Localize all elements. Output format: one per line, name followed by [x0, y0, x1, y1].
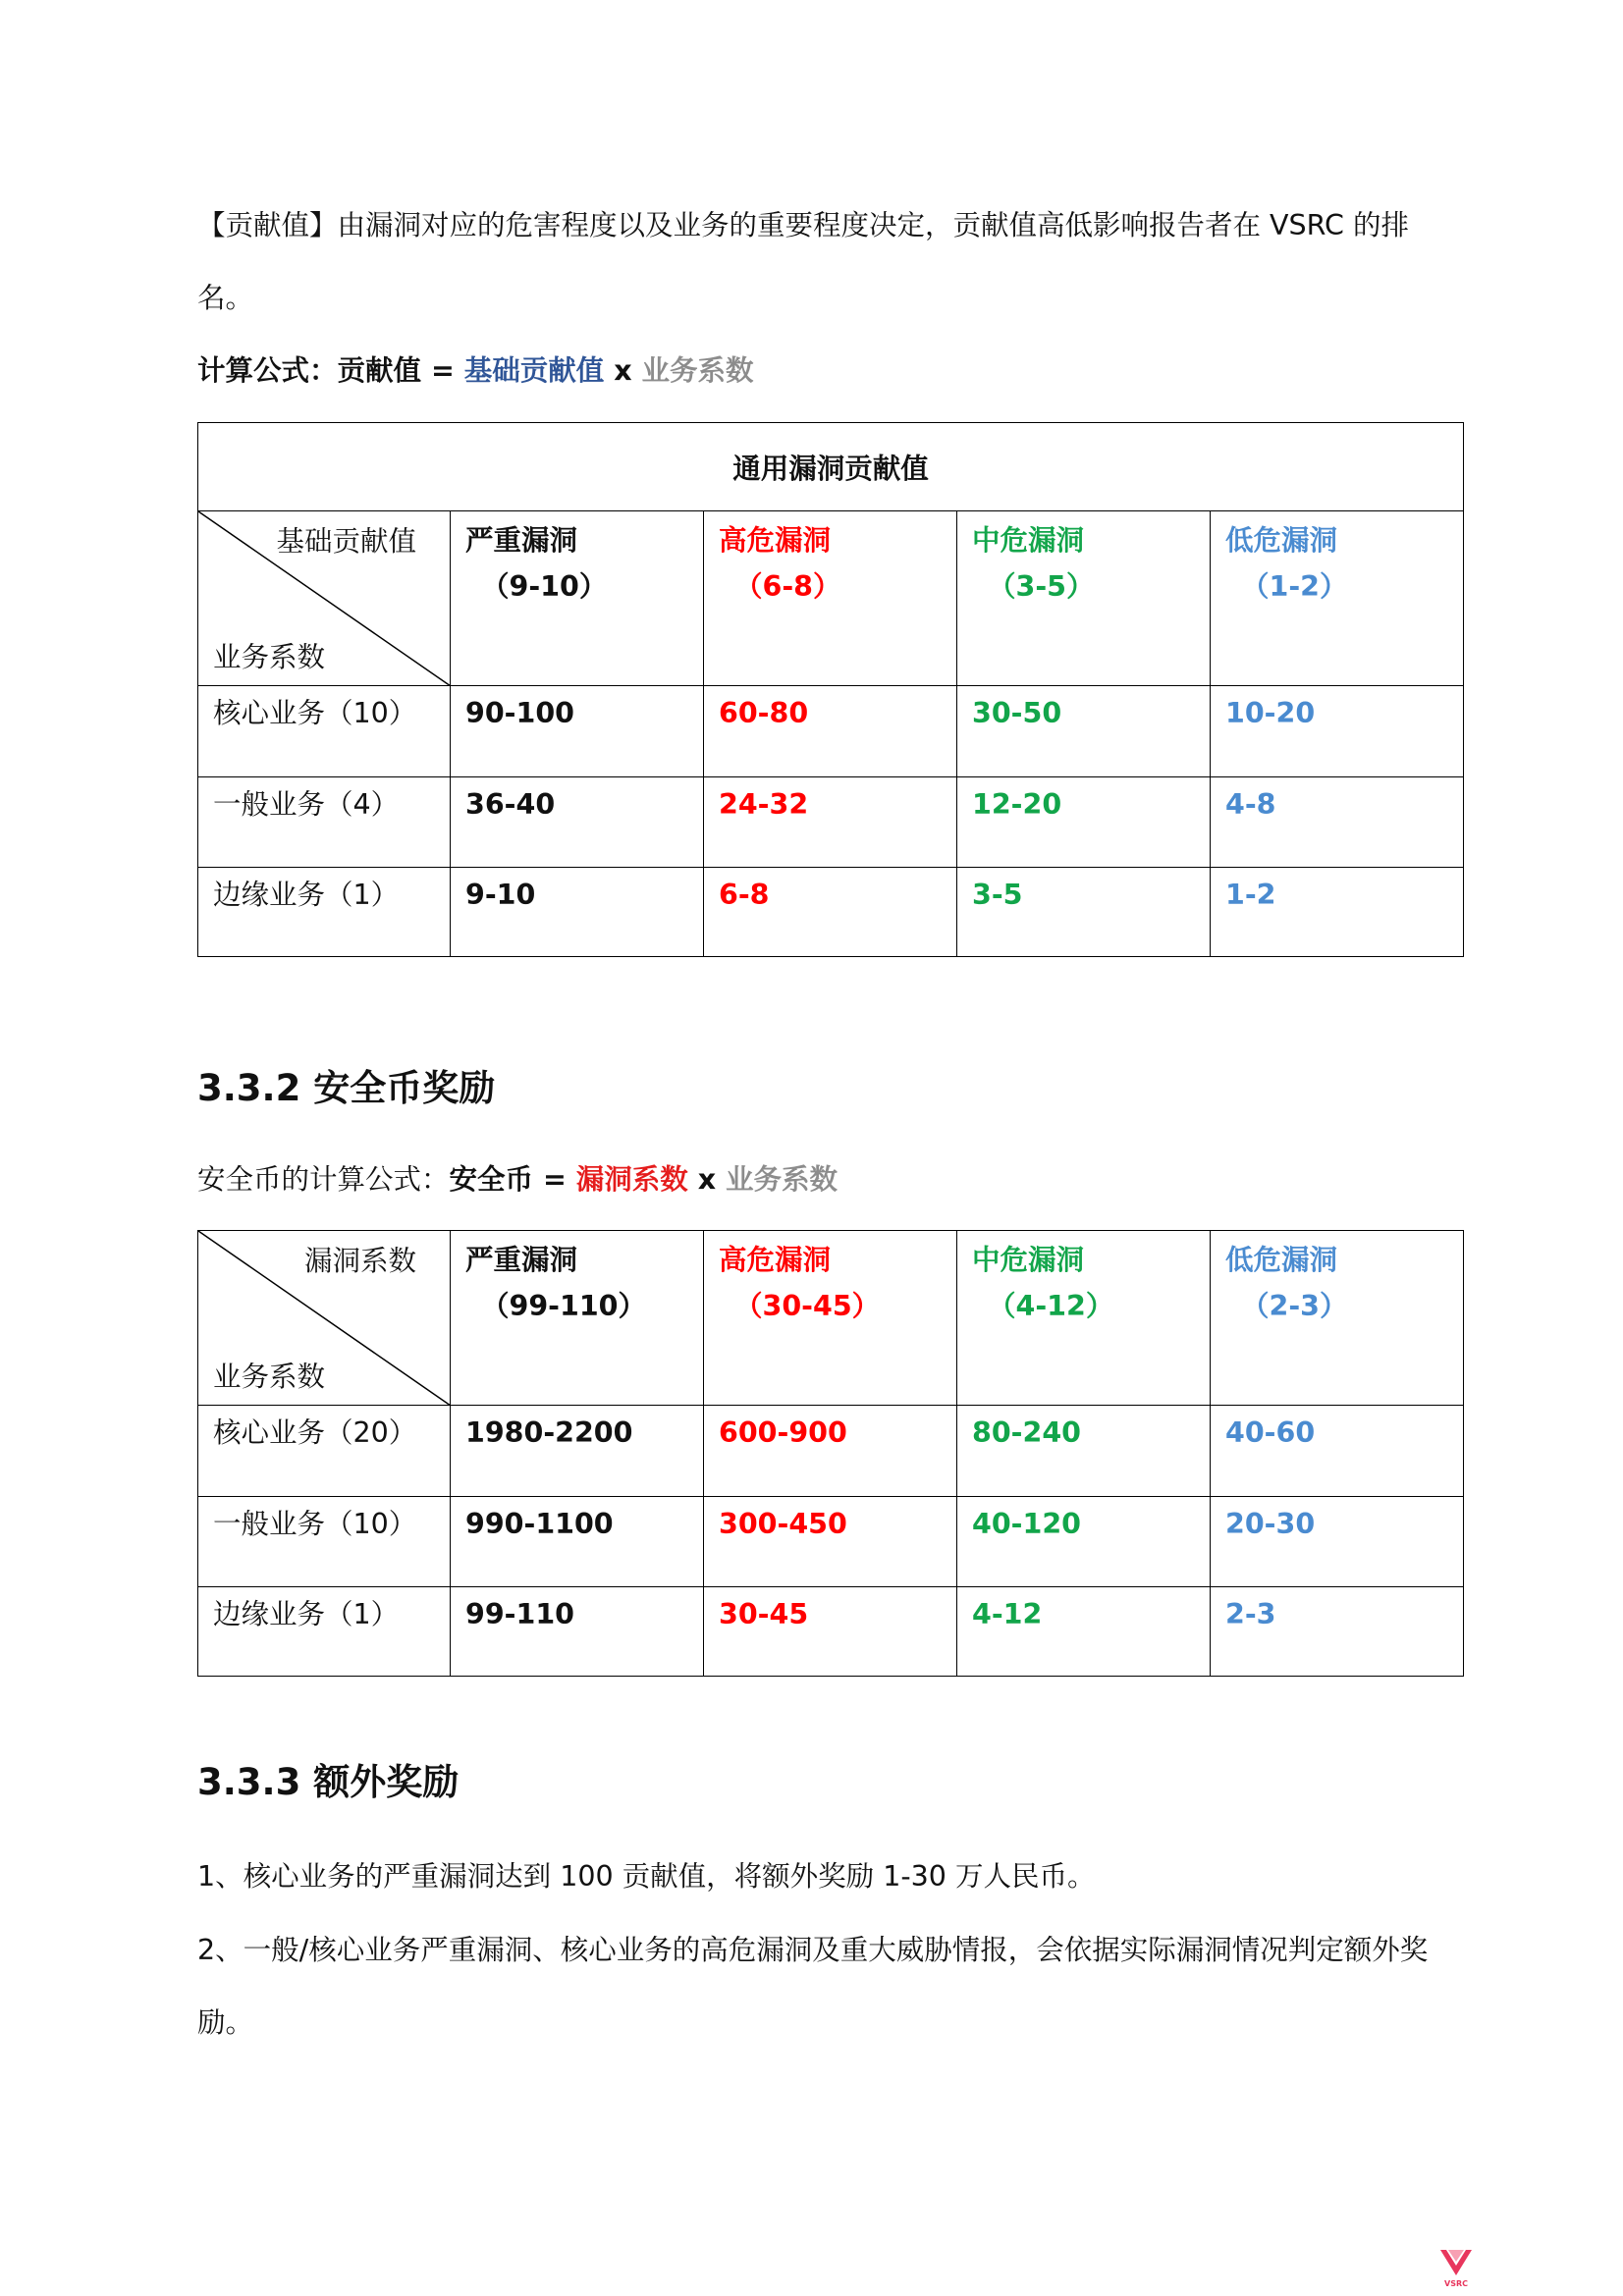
- table-cell: 10-20: [1211, 686, 1464, 777]
- table-cell: 90-100: [451, 686, 704, 777]
- table-cell: 80-240: [957, 1406, 1211, 1497]
- table-cell: 12-20: [957, 777, 1211, 868]
- diag-bottom-label: 业务系数: [213, 1361, 326, 1393]
- table-cell: 600-900: [704, 1406, 957, 1497]
- row-label: 边缘业务（1）: [198, 868, 451, 957]
- column-header-critical: 严重漏洞 （9-10）: [451, 511, 704, 686]
- coin-formula: [197, 1145, 1459, 1215]
- table-cell: 9-10: [451, 868, 704, 957]
- table-cell: 3-5: [957, 868, 1211, 957]
- table-row: [198, 1587, 1464, 1677]
- table-row: [198, 1497, 1464, 1587]
- table-cell: 40-120: [957, 1497, 1211, 1587]
- table-row: [198, 1406, 1464, 1497]
- column-header-critical: 严重漏洞 （99-110）: [451, 1231, 704, 1406]
- table-cell: 300-450: [704, 1497, 957, 1587]
- extra-reward-item-1: 1、核心业务的严重漏洞达到 100 贡献值，将额外奖励 1-30 万人民币。: [197, 1860, 1096, 1893]
- column-header-medium: 中危漏洞 （4-12）: [957, 1231, 1211, 1406]
- diag-top-label: 基础贡献值: [276, 525, 416, 558]
- formula-lhs: 贡献值: [337, 354, 422, 387]
- contribution-formula: [197, 336, 1459, 406]
- column-header-medium: 中危漏洞 （3-5）: [957, 511, 1211, 686]
- svg-text:VSRC: VSRC: [1444, 2279, 1468, 2288]
- formula-label: 计算公式：: [197, 354, 338, 387]
- formula-times: x: [604, 354, 642, 387]
- table-cell: 60-80: [704, 686, 957, 777]
- table-cell: 36-40: [451, 777, 704, 868]
- column-header-high: 高危漏洞 （6-8）: [704, 511, 957, 686]
- table-row: [198, 686, 1464, 777]
- table-cell: 6-8: [704, 868, 957, 957]
- diagonal-header-cell: [198, 1231, 451, 1406]
- formula-times: x: [687, 1163, 727, 1196]
- column-header-high: 高危漏洞 （30-45）: [704, 1231, 957, 1406]
- table-cell: 4-8: [1211, 777, 1464, 868]
- table-cell: 1980-2200: [451, 1406, 704, 1497]
- diagonal-header-cell: [198, 511, 451, 686]
- table-cell: 2-3: [1211, 1587, 1464, 1677]
- formula-business-factor: 业务系数: [641, 354, 754, 387]
- table-cell: 99-110: [451, 1587, 704, 1677]
- row-label: 一般业务（10）: [198, 1497, 451, 1587]
- row-label: 核心业务（20）: [198, 1406, 451, 1497]
- row-label: 核心业务（10）: [198, 686, 451, 777]
- section-heading-extra-rewards: 3.3.3 额外奖励: [197, 1761, 460, 1803]
- table-title: 通用漏洞贡献值: [198, 423, 1464, 511]
- formula-prefix: 安全币的计算公式：: [197, 1163, 450, 1196]
- column-header-low: 低危漏洞 （1-2）: [1211, 511, 1464, 686]
- table-cell: 30-45: [704, 1587, 957, 1677]
- row-label: 一般业务（4）: [198, 777, 451, 868]
- formula-eq: =: [533, 1163, 576, 1196]
- extra-reward-item-2: 2、一般/核心业务严重漏洞、核心业务的高危漏洞及重大威胁情报，会依据实际漏洞情况判定额外奖励。: [197, 1934, 1429, 2039]
- formula-vuln-factor: 漏洞系数: [575, 1163, 688, 1196]
- section-heading-security-coins: 3.3.2 安全币奖励: [197, 1067, 496, 1109]
- formula-base-value: 基础贡献值: [463, 354, 605, 387]
- table-cell: 4-12: [957, 1587, 1211, 1677]
- table-cell: 20-30: [1211, 1497, 1464, 1587]
- intro-paragraph: 【贡献值】由漏洞对应的危害程度以及业务的重要程度决定，贡献值高低影响报告者在 VSRC 的排名。: [197, 209, 1409, 314]
- table-cell: 30-50: [957, 686, 1211, 777]
- table-cell: 24-32: [704, 777, 957, 868]
- formula-business-factor: 业务系数: [726, 1163, 839, 1196]
- security-coin-table: [197, 1230, 1464, 1677]
- column-header-low: 低危漏洞 （2-3）: [1211, 1231, 1464, 1406]
- diag-bottom-label: 业务系数: [213, 641, 326, 673]
- table-cell: 990-1100: [451, 1497, 704, 1587]
- contribution-table: [197, 422, 1464, 957]
- formula-eq: =: [421, 354, 464, 387]
- formula-lhs: 安全币: [449, 1163, 534, 1196]
- vsrc-logo-icon: [1438, 2246, 1474, 2289]
- table-cell: 40-60: [1211, 1406, 1464, 1497]
- table-row: [198, 868, 1464, 957]
- table-row: [198, 777, 1464, 868]
- diag-top-label: 漏洞系数: [303, 1245, 416, 1277]
- table-cell: 1-2: [1211, 868, 1464, 957]
- row-label: 边缘业务（1）: [198, 1587, 451, 1677]
